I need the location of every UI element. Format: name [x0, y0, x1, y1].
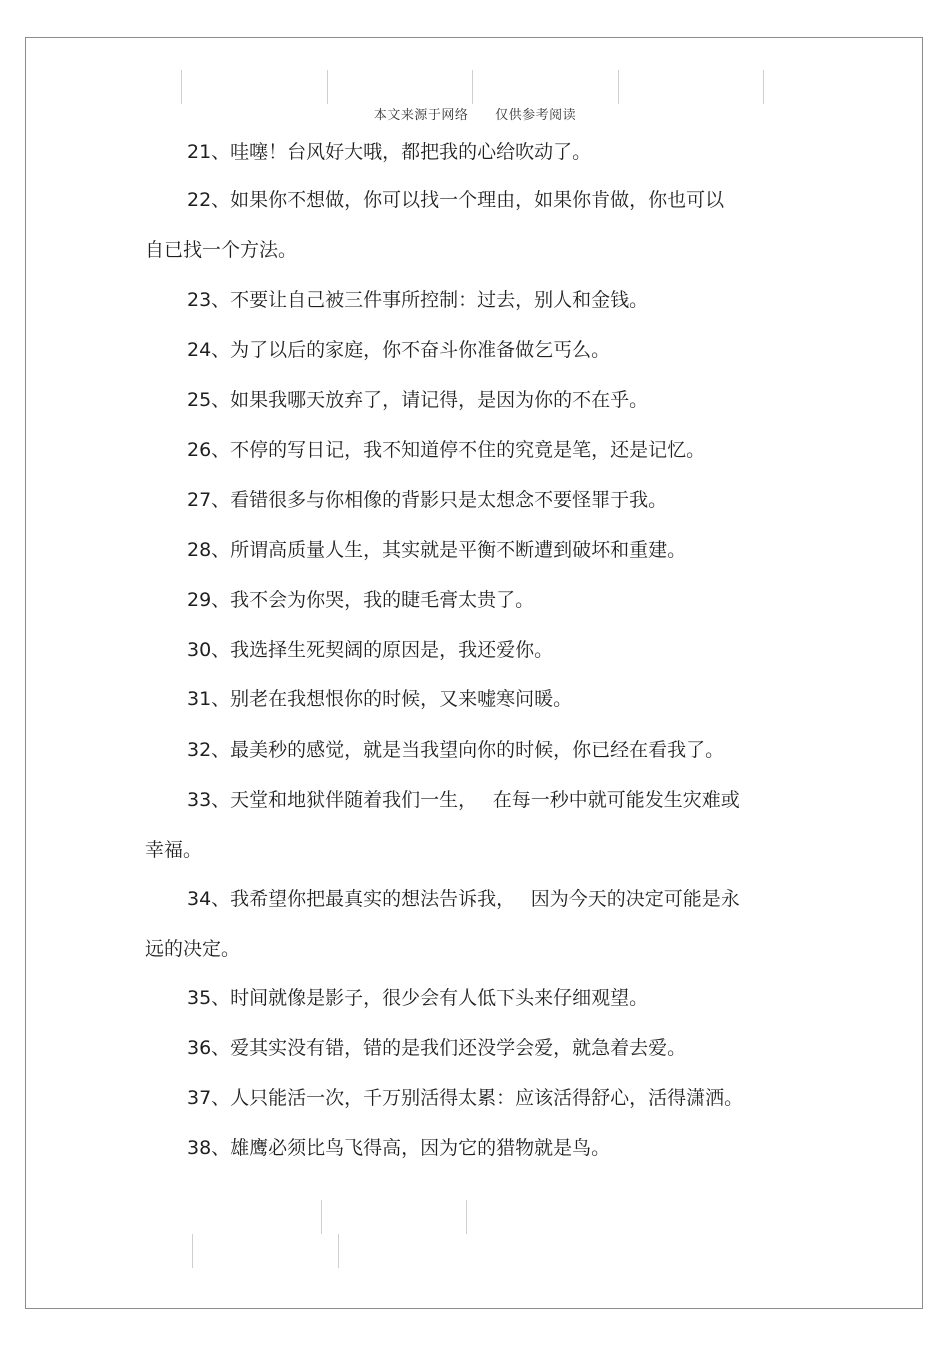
text-line: 35、时间就像是影子，很少会有人低下头来仔细观望。 — [187, 987, 649, 1009]
text-line: 23、不要让自己被三件事所控制：过去，别人和金钱。 — [187, 289, 649, 311]
text-line: 远的决定。 — [145, 938, 241, 960]
text-line: 26、不停的写日记，我不知道停不住的究竟是笔，还是记忆。 — [187, 439, 706, 461]
text-line: 28、所谓高质量人生，其实就是平衡不断遭到破坏和重建。 — [187, 539, 687, 561]
decor-tick — [618, 70, 619, 104]
text-line: 38、雄鹰必须比鸟飞得高，因为它的猎物就是鸟。 — [187, 1137, 611, 1159]
text-line: 自已找一个方法。 — [145, 239, 298, 261]
decor-tick — [181, 70, 182, 104]
text-line: 幸福。 — [145, 839, 203, 861]
header-note: 仅供参考阅读 — [495, 108, 577, 123]
text-line: 27、看错很多与你相像的背影只是太想念不要怪罪于我。 — [187, 489, 668, 511]
decor-tick — [466, 1200, 467, 1234]
decor-tick — [472, 70, 473, 104]
text-line: 29、我不会为你哭，我的睫毛膏太贵了。 — [187, 589, 535, 611]
text-line: 32、最美秒的感觉，就是当我望向你的时候，你已经在看我了。 — [187, 739, 725, 761]
decor-tick — [327, 70, 328, 104]
decor-tick — [321, 1200, 322, 1234]
page-border — [25, 37, 923, 1309]
text-line: 34、我希望你把最真实的想法告诉我， 因为今天的决定可能是永 — [187, 888, 740, 910]
decor-tick — [763, 70, 764, 104]
text-line: 36、爱其实没有错，错的是我们还没学会爱，就急着去爱。 — [187, 1037, 687, 1059]
text-line: 33、天堂和地狱伴随着我们一生， 在每一秒中就可能发生灾难或 — [187, 789, 740, 811]
decor-tick — [192, 1234, 193, 1268]
decor-tick — [338, 1234, 339, 1268]
text-line: 22、如果你不想做，你可以找一个理由，如果你肯做，你也可以 — [187, 189, 725, 211]
text-line: 37、人只能活一次，千万别活得太累：应该活得舒心，活得潇洒。 — [187, 1087, 744, 1109]
text-line: 30、我选择生死契阔的原因是，我还爱你。 — [187, 639, 554, 661]
text-line: 25、如果我哪天放弃了，请记得，是因为你的不在乎。 — [187, 389, 649, 411]
text-line: 24、为了以后的家庭，你不奋斗你准备做乞丐么。 — [187, 339, 611, 361]
text-line: 21、哇噻！台风好大哦，都把我的心给吹动了。 — [187, 141, 592, 163]
page-header — [0, 104, 950, 123]
header-source: 本文来源于网络 — [373, 108, 469, 123]
text-line: 31、别老在我想恨你的时候，又来嘘寒问暖。 — [187, 688, 573, 710]
